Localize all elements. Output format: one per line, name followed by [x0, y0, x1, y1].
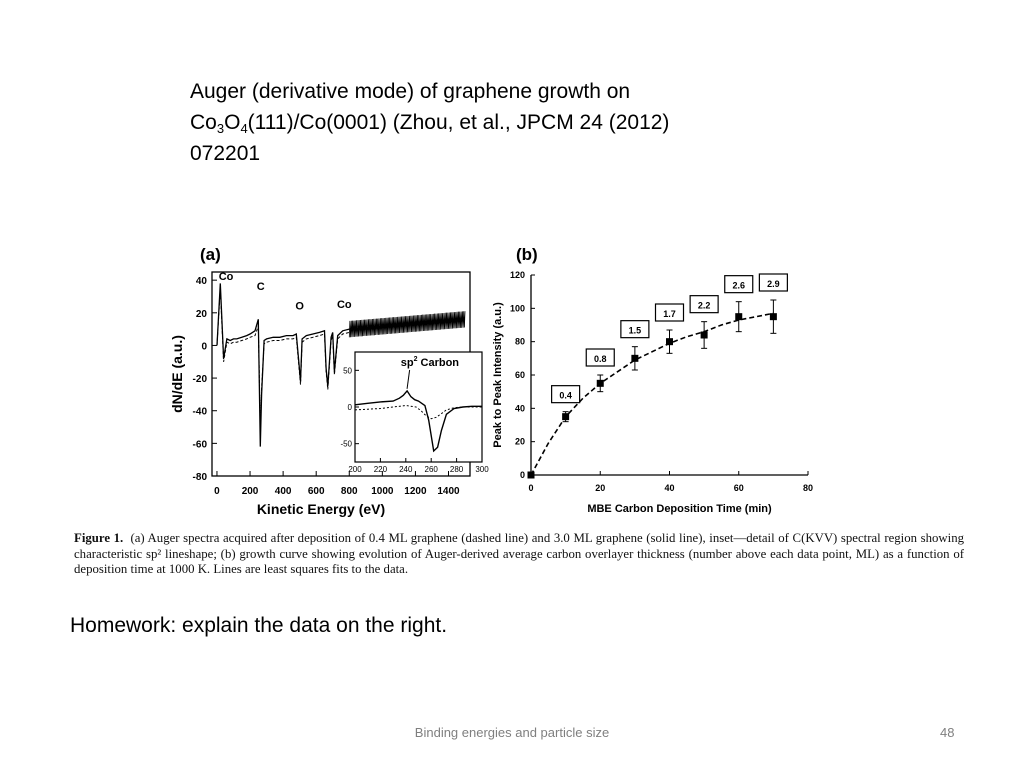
figure-panel-a — [160, 240, 490, 520]
inset-x-tick-label-4: 280 — [449, 465, 464, 474]
panel-label-a: (a) — [200, 245, 221, 264]
x-tick-label-a-1: 200 — [241, 486, 259, 497]
x-tick-label-a-7: 1400 — [437, 486, 460, 497]
y-tick-label-b-4: 80 — [514, 336, 525, 347]
x-tick-label-b-1: 20 — [595, 483, 606, 493]
x-tick-label-a-6: 1200 — [404, 486, 427, 497]
x-tick-label-b-3: 60 — [733, 483, 744, 493]
data-point-5 — [701, 332, 708, 339]
point-label-4: 1.7 — [663, 309, 676, 319]
inset-x-tick-label-5: 300 — [475, 465, 489, 474]
x-tick-label-b-4: 80 — [802, 483, 814, 493]
panel-label-b: (b) — [516, 245, 538, 264]
y-tick-label-a-4: 0 — [201, 341, 207, 353]
inset-x-tick-label-1: 220 — [373, 465, 388, 474]
x-tick-label-a-3: 600 — [307, 486, 325, 497]
homework-text: Homework: explain the data on the right. — [70, 614, 448, 637]
inset-title-rest: Carbon — [417, 357, 460, 369]
title-text: Auger (derivative mode) of graphene growth on Co — [190, 80, 631, 134]
inset-title-sup: 2 — [413, 356, 418, 363]
peak-label-0: Co — [218, 271, 234, 284]
x-tick-label-a-2: 400 — [274, 486, 292, 497]
point-label-7: 2.9 — [767, 279, 780, 289]
y-tick-label-b-5: 100 — [509, 303, 525, 314]
spectrum-noise-band — [349, 311, 465, 337]
x-tick-label-a-4: 800 — [340, 486, 358, 497]
peak-label-2: O — [295, 300, 304, 313]
title-text-o: O — [224, 111, 241, 134]
x-tick-label-a-5: 1000 — [371, 486, 394, 497]
inset-y-tick-label-0: -50 — [340, 439, 352, 449]
caption-text: (a) Auger spectra acquired after deposition of 0.4 ML graphene (dashed line) and 3.0 ML graphene (solid line), inset—detail of C(KVV) spectral region showing characteristic sp² lineshape; (b) growth curve showing evolution of Auger-derived average carbon overlayer thickness (number above each data point, ML) as a function of deposition time at 1000 K. Lines are least squares fits to the data. — [74, 531, 964, 576]
point-label-3: 1.5 — [628, 325, 642, 336]
point-label-2: 0.8 — [593, 354, 607, 364]
y-axis-title-a: dN/dE (a.u.) — [169, 335, 185, 413]
x-tick-label-a-0: 0 — [214, 486, 220, 497]
caption-label: Figure 1. — [74, 531, 124, 545]
y-tick-label-b-2: 40 — [514, 403, 525, 414]
y-tick-label-b-0: 0 — [519, 470, 525, 480]
data-point-1 — [562, 413, 569, 420]
title-subscript-3: 3 — [216, 121, 225, 136]
inset-x-tick-label-3: 260 — [424, 465, 438, 474]
y-tick-label-b-1: 20 — [514, 436, 525, 447]
y-tick-label-a-3: -20 — [192, 374, 207, 386]
y-tick-label-a-5: 20 — [195, 308, 207, 320]
y-tick-label-b-3: 60 — [514, 370, 525, 380]
spectrum-line-dashed — [217, 288, 349, 430]
peak-label-3: Co — [336, 298, 352, 311]
y-tick-label-a-6: 40 — [195, 276, 207, 288]
inset-y-tick-label-2: 50 — [343, 366, 352, 376]
data-point-4 — [666, 338, 673, 345]
point-label-5: 2.2 — [697, 300, 711, 311]
title-text-rest: (111)/Co(0001) (Zhou, et al., JPCM 24 (2012) 072201 — [190, 111, 670, 165]
y-tick-label-a-2: -40 — [192, 406, 207, 418]
footer-text: Binding energies and particle size — [414, 725, 610, 740]
x-tick-label-b-2: 40 — [664, 483, 675, 493]
inset-title-sp: sp — [400, 357, 414, 369]
data-point-3 — [631, 355, 638, 362]
inset-x-tick-label-2: 240 — [399, 465, 413, 474]
y-tick-label-b-6: 120 — [509, 270, 525, 280]
data-point-6 — [735, 313, 742, 320]
figure-panel-b — [486, 240, 816, 520]
title-subscript-4: 4 — [240, 121, 248, 136]
inset-y-tick-label-1: 0 — [347, 403, 352, 412]
x-axis-title-b: MBE Carbon Deposition Time (min) — [587, 503, 772, 515]
inset-title — [401, 356, 460, 369]
data-point-2 — [597, 380, 604, 387]
point-label-6: 2.6 — [732, 280, 746, 291]
point-label-1: 0.4 — [559, 390, 572, 401]
page-number: 48 — [940, 725, 955, 740]
data-point-7 — [770, 313, 777, 320]
x-axis-title-a: Kinetic Energy (eV) — [256, 501, 386, 517]
y-axis-title-b: Peak to Peak Intensity (a.u.) — [492, 302, 504, 448]
peak-label-1: C — [256, 280, 265, 293]
data-point-0 — [528, 472, 535, 479]
figure-caption — [74, 531, 964, 578]
y-tick-label-a-1: -60 — [192, 439, 207, 451]
y-tick-label-a-0: -80 — [192, 472, 207, 483]
x-tick-label-b-0: 0 — [528, 483, 534, 493]
slide-title — [190, 76, 670, 169]
inset-x-tick-label-0: 200 — [348, 465, 362, 474]
